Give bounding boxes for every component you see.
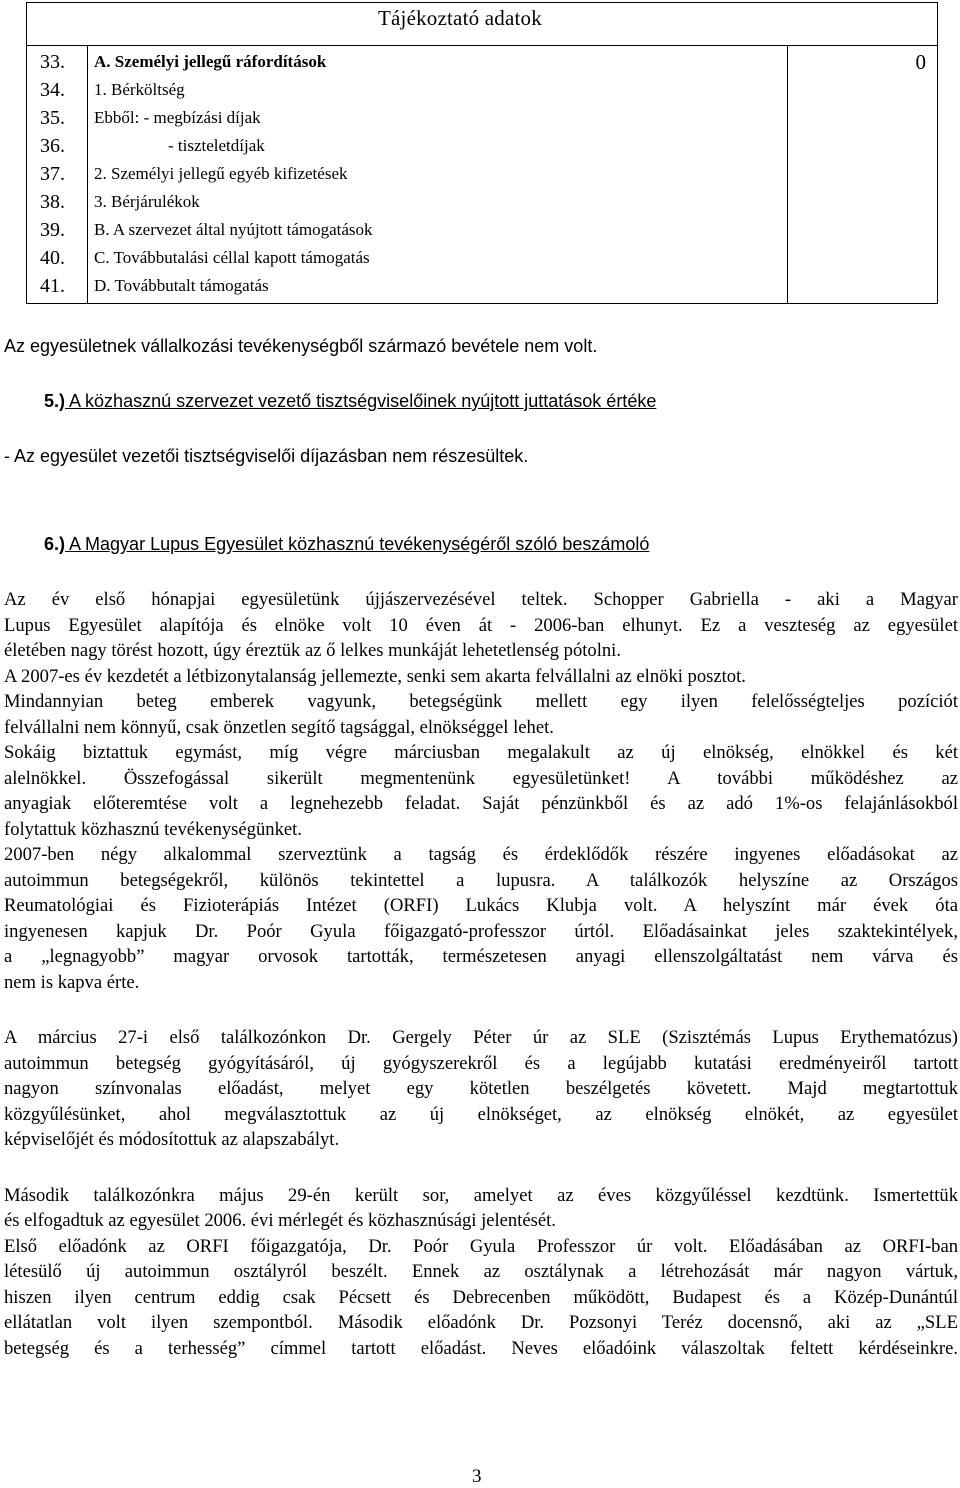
body-line: Második találkozónkra május 29-én került sor, amelyet az éves közgyűléssel kezdtünk. Ismertettük — [4, 1184, 958, 1206]
body-line: alelnökkel. Összefogással sikerült megmentenünk egyesületünket! A további működéshez az — [4, 767, 958, 789]
table-row-number: 41. — [40, 275, 65, 297]
body-line: életében nagy törést hozott, úgy éreztük az ő lelkes munkáját lehetetlenség pótolni. — [4, 640, 621, 661]
table-row-label: 1. Bérköltség — [94, 80, 185, 99]
table-body — [26, 46, 938, 304]
body-line: Első előadónk az ORFI főigazgatója, Dr. Poór Gyula Professzor úr volt. Előadásában az ORFI-ban — [4, 1235, 958, 1257]
table-row-label: B. A szervezet által nyújtott támogatások — [94, 220, 373, 239]
section-6-body — [4, 587, 958, 1361]
section-6-title: A Magyar Lupus Egyesület közhasznú tevékenységéről szóló beszámoló — [69, 534, 650, 554]
table-col-value — [788, 46, 938, 304]
blank-line — [4, 1153, 958, 1183]
section-5-heading — [44, 391, 656, 412]
section-5-text: - Az egyesület vezetői tisztségviselői díjazásban nem részesültek. — [4, 446, 529, 466]
body-line: betegség és a terhesség” címmel tartott előadást. Neves előadóink válaszoltak feltett kérdéseinkre. — [4, 1337, 958, 1359]
body-line: anyagiak előteremtése volt a legnehezebb feladat. Saját pénzünkből és az adó 1%-os felajánlásokból — [4, 793, 958, 814]
table-row-label: - tiszteletdíjak — [168, 136, 265, 155]
table-row-number: 37. — [40, 163, 65, 185]
body-line: ingyenesen kapjuk Dr. Poór Gyula főigazgató-professzor úrtól. Előadásainkat jeles szaktekintélyek, — [4, 920, 958, 942]
info-table — [26, 2, 938, 304]
blank-line — [4, 995, 958, 1025]
body-line: Az év első hónapjai egyesületünk újjászervezésével teltek. Schopper Gabriella - aki a Magyar — [4, 589, 958, 610]
table-row-number: 36. — [40, 135, 65, 157]
table-row-value: 0 — [915, 50, 926, 74]
body-line: A március 27-i első találkozónkon Dr. Gergely Péter úr az SLE (Szisztémás Lupus Erythematózus) — [4, 1027, 958, 1048]
body-line: Mindannyian beteg emberek vagyunk, betegségünk mellett egy ilyen felelősségteljes pozíciót — [4, 691, 958, 712]
body-line: folytattuk közhasznú tevékenységünket. — [4, 818, 302, 840]
body-line: A 2007-es év kezdetét a létbizonytalanság jellemezte, senki sem akarta felvállalni az elnöki posztot. — [4, 665, 746, 687]
section-5-title: A közhasznú szervezet vezető tisztségviselőinek nyújtott juttatások értéke — [69, 391, 657, 411]
table-row-number: 34. — [40, 79, 65, 101]
table-title: Tájékoztató adatok — [378, 6, 542, 30]
table-row-label: C. Továbbutalási céllal kapott támogatás — [94, 248, 370, 267]
body-line: Reumatológiai és Fizioterápiás Intézet (ORFI) Lukács Klubja volt. A helyszínt már évek óta — [4, 895, 958, 916]
table-row-number: 39. — [40, 219, 65, 241]
body-line: autoimmun betegségekről, különös tekintettel a lupusra. A találkozók helyszíne az Országos — [4, 869, 958, 891]
body-line: és elfogadtuk az egyesület 2006. évi mérlegét és közhasznúsági jelentését. — [4, 1210, 556, 1231]
body-line: 2007-ben négy alkalommal szerveztünk a tagság és érdeklődők részére ingyenes előadásokat az — [4, 844, 958, 865]
table-row-label: A. Személyi jellegű ráfordítások — [94, 52, 327, 71]
body-line: felvállalni nem könnyű, csak önzetlen segítő tagsággal, elnökséggel lehet. — [4, 716, 554, 738]
body-line: hiszen ilyen centrum eddig csak Pécsett és Debrecenben működött, Budapest és a Közép-Dunántúl — [4, 1286, 958, 1308]
table-row-label: D. Továbbutalt támogatás — [94, 276, 269, 295]
page-number: 3 — [472, 1466, 482, 1487]
body-line: nem is kapva érte. — [4, 971, 140, 993]
table-row-number: 38. — [40, 191, 65, 213]
table-row-label: 2. Személyi jellegű egyéb kifizetések — [94, 164, 348, 183]
body-line: Sokáig biztattuk egymást, míg végre márciusban megalakult az új elnökség, elnökkel és két — [4, 742, 958, 763]
body-line: képviselőjét és módosítottuk az alapszabályt. — [4, 1129, 340, 1150]
table-row-number: 40. — [40, 247, 65, 269]
table-row-number: 33. — [40, 51, 65, 73]
body-line: ellátatlan volt ilyen szempontból. Második előadónk Dr. Pozsonyi Teréz docensnő, aki az „SLE — [4, 1312, 958, 1333]
body-line: autoimmun betegség gyógyításáról, új gyógyszerekről és a legújabb kutatási eredményeiről tartott — [4, 1052, 958, 1074]
table-row-label: 3. Bérjárulékok — [94, 192, 200, 211]
body-line: közgyűlésünket, ahol megválasztottuk az új elnökséget, az elnökség elnökét, az egyesület — [4, 1103, 958, 1125]
table-row-label: Ebből: - megbízási díjak — [94, 108, 261, 127]
table-row-number: 35. — [40, 107, 65, 129]
section-5-number: 5.) — [44, 391, 66, 411]
business-income-note: Az egyesületnek vállalkozási tevékenységből származó bevétele nem volt. — [4, 336, 598, 356]
body-line: Lupus Egyesület alapítója és elnöke volt 10 éven át - 2006-ban elhunyt. Ez a veszteség az egyesület — [4, 614, 958, 636]
body-line: létesülő új autoimmun osztályról beszélt. Ennek az osztálynak a létrehozását már nagyon vártuk, — [4, 1261, 958, 1282]
section-6-number: 6.) — [44, 534, 66, 554]
body-line: nagyon színvonalas előadást, melyet egy kötetlen beszélgetés követett. Majd megtartottuk — [4, 1078, 958, 1099]
body-line: a „legnagyobb” magyar orvosok tartották, természetesen anyagi ellenszolgáltatást nem várva és — [4, 946, 958, 967]
section-6-heading — [44, 534, 649, 555]
